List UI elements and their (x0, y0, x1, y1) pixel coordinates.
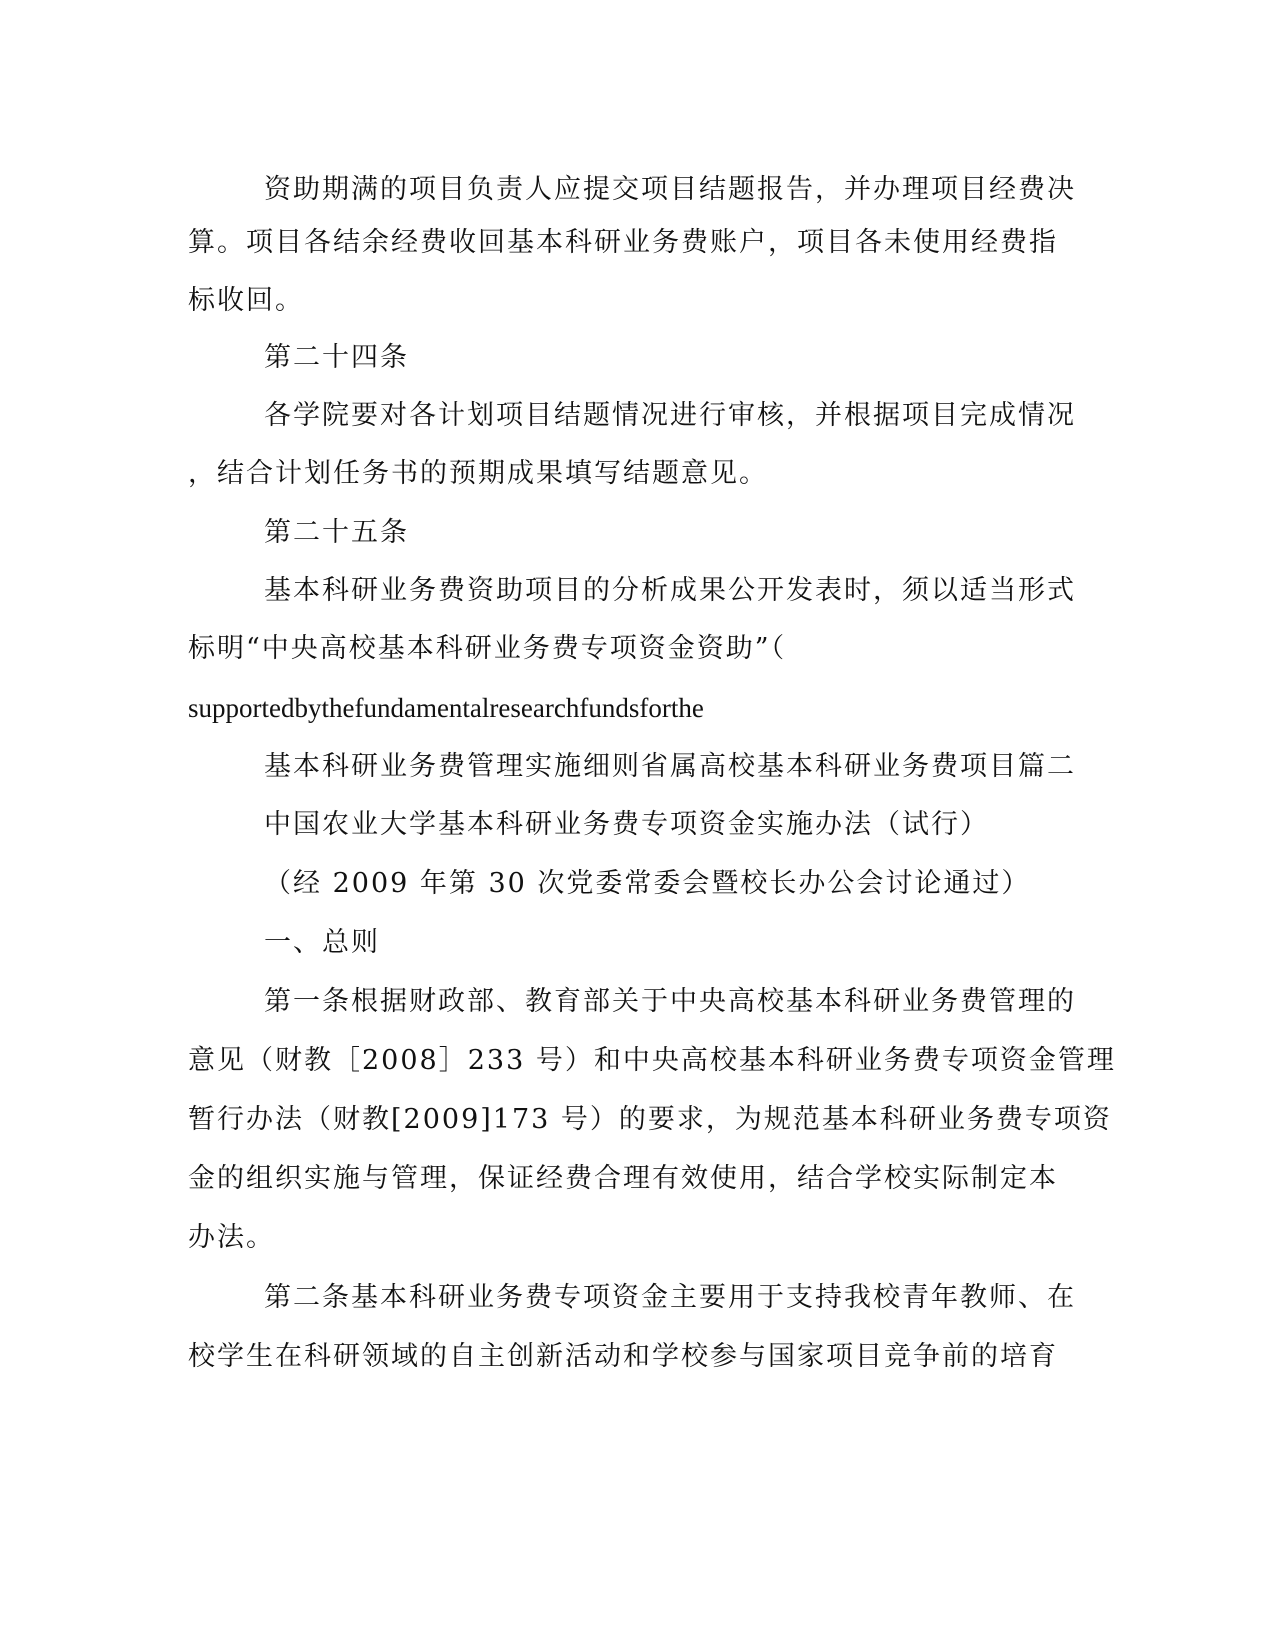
paragraph-line: 资助期满的项目负责人应提交项目结题报告，并办理项目经费决 (264, 174, 1076, 205)
paragraph-line: 标明“中央高校基本科研业务费专项资金资助”（ (188, 633, 787, 664)
paragraph-line: ，结合计划任务书的预期成果填写结题意见。 (188, 458, 768, 489)
paragraph-line: 标收回。 (188, 285, 304, 316)
paragraph-line: 办法。 (188, 1222, 275, 1253)
document-subtitle: （经 2009 年第 30 次党委常委会暨校长办公会讨论通过） (264, 868, 1031, 899)
paragraph-line: 校学生在科研领域的自主创新活动和学校参与国家项目竞争前的培育 (188, 1341, 1058, 1372)
paragraph-line: 各学院要对各计划项目结题情况进行审核，并根据项目完成情况 (264, 400, 1076, 431)
article-heading: 第二十四条 (264, 342, 409, 373)
document-title: 中国农业大学基本科研业务费专项资金实施办法（试行） (264, 809, 989, 840)
paragraph-line: 第二条基本科研业务费专项资金主要用于支持我校青年教师、在 (264, 1282, 1076, 1313)
paragraph-line: 意见（财教［2008］233 号）和中央高校基本科研业务费专项资金管理 (188, 1045, 1116, 1076)
chapter-heading: 一、总则 (264, 927, 380, 958)
paragraph-line: 算。项目各结余经费收回基本科研业务费账户，项目各未使用经费指 (188, 227, 1058, 258)
paragraph-line: 基本科研业务费资助项目的分析成果公开发表时，须以适当形式 (264, 575, 1076, 606)
article-heading: 第二十五条 (264, 517, 409, 548)
section-title: 基本科研业务费管理实施细则省属高校基本科研业务费项目篇二 (264, 751, 1076, 782)
paragraph-line: supportedbythefundamentalresearchfundsforthe (188, 693, 704, 723)
paragraph-line: 第一条根据财政部、教育部关于中央高校基本科研业务费管理的 (264, 986, 1076, 1017)
paragraph-line: 金的组织实施与管理，保证经费合理有效使用，结合学校实际制定本 (188, 1163, 1058, 1194)
paragraph-line: 暂行办法（财教[2009]173 号）的要求，为规范基本科研业务费专项资 (188, 1104, 1112, 1135)
